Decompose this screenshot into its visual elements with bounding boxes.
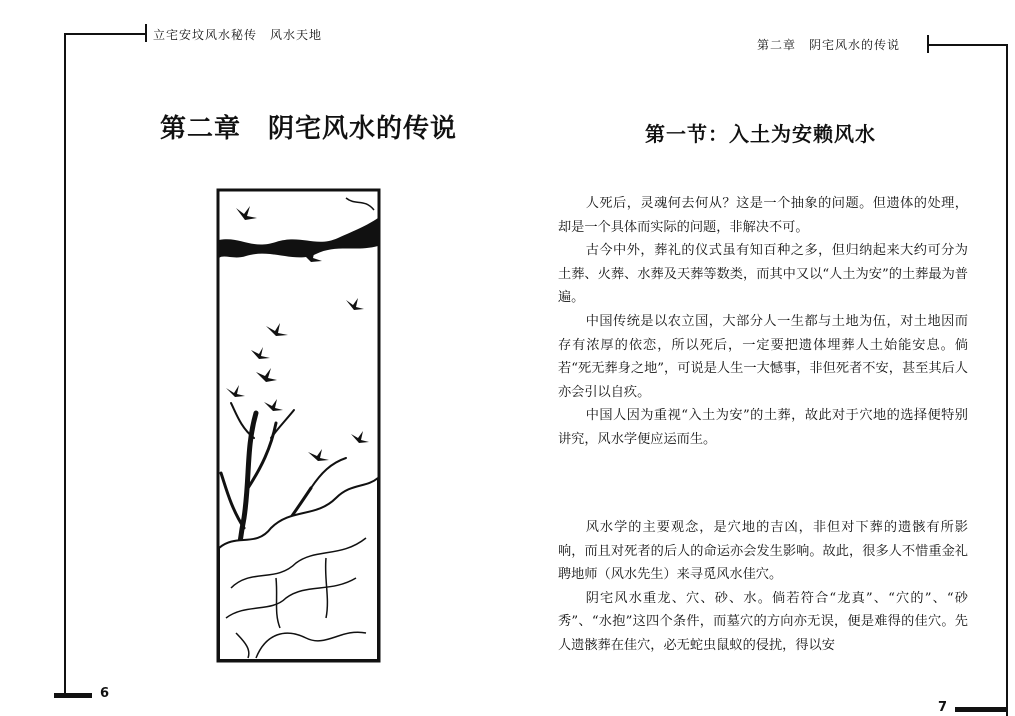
left-header-rule bbox=[64, 33, 146, 35]
right-header-rule bbox=[928, 44, 1008, 46]
left-header-tick bbox=[145, 24, 147, 42]
body-text-block-1 bbox=[558, 192, 968, 452]
paragraph: 古今中外，葬礼的仪式虽有知百种之多，但归纳起来大约可分为土葬、火葬、水葬及天葬等数类，而其中又以“人土为安”的土葬最为普遍。 bbox=[558, 243, 968, 306]
woodcut-illustration bbox=[216, 188, 381, 663]
paragraph: 中国传统是以农立国，大部分人一生都与土地为伍，对土地因而存有浓厚的依恋，所以死后，一定要把遗体埋葬人土始能安息。倘若“死无葬身之地”，可说是人生一大憾事，非但死者不安，甚至其后人亦会引以自疚。 bbox=[558, 313, 968, 400]
left-footer-bar bbox=[54, 693, 92, 698]
left-margin-rule bbox=[64, 33, 66, 693]
right-page-number: 7 bbox=[938, 700, 948, 715]
left-running-header: 立宅安坟风水秘传 风水天地 bbox=[153, 28, 323, 42]
right-running-header: 第二章 阴宅风水的传说 bbox=[757, 38, 901, 52]
section-title: 第一节：入土为安赖风水 bbox=[645, 122, 876, 146]
chapter-title: 第二章 阴宅风水的传说 bbox=[160, 114, 458, 144]
paragraph: 风水学的主要观念，是穴地的吉凶，非但对下葬的遗骸有所影响，而且对死者的后人的命运亦会发生影响。故此，很多人不惜重金礼聘地师（风水先生）来寻觅风水佳穴。 bbox=[558, 520, 968, 583]
paragraph: 人死后，灵魂何去何从？这是一个抽象的问题。但遗体的处理，却是一个具体而实际的问题，非解决不可。 bbox=[558, 196, 968, 235]
right-footer-bar bbox=[955, 707, 1007, 712]
paragraph: 阴宅风水重龙、穴、砂、水。倘若符合“龙真”、“穴的”、“砂秀”、“水抱”这四个条件，而墓穴的方向亦无误，便是难得的佳穴。先人遗骸葬在佳穴，必无蛇虫鼠蚁的侵扰，得以安 bbox=[558, 590, 968, 653]
body-text-block-2 bbox=[558, 516, 968, 658]
left-page-number: 6 bbox=[100, 686, 110, 701]
right-margin-rule bbox=[1006, 44, 1008, 716]
paragraph: 中国人因为重视“入土为安”的土葬，故此对于穴地的选择便特别讲究，风水学便应运而生。 bbox=[558, 408, 968, 447]
